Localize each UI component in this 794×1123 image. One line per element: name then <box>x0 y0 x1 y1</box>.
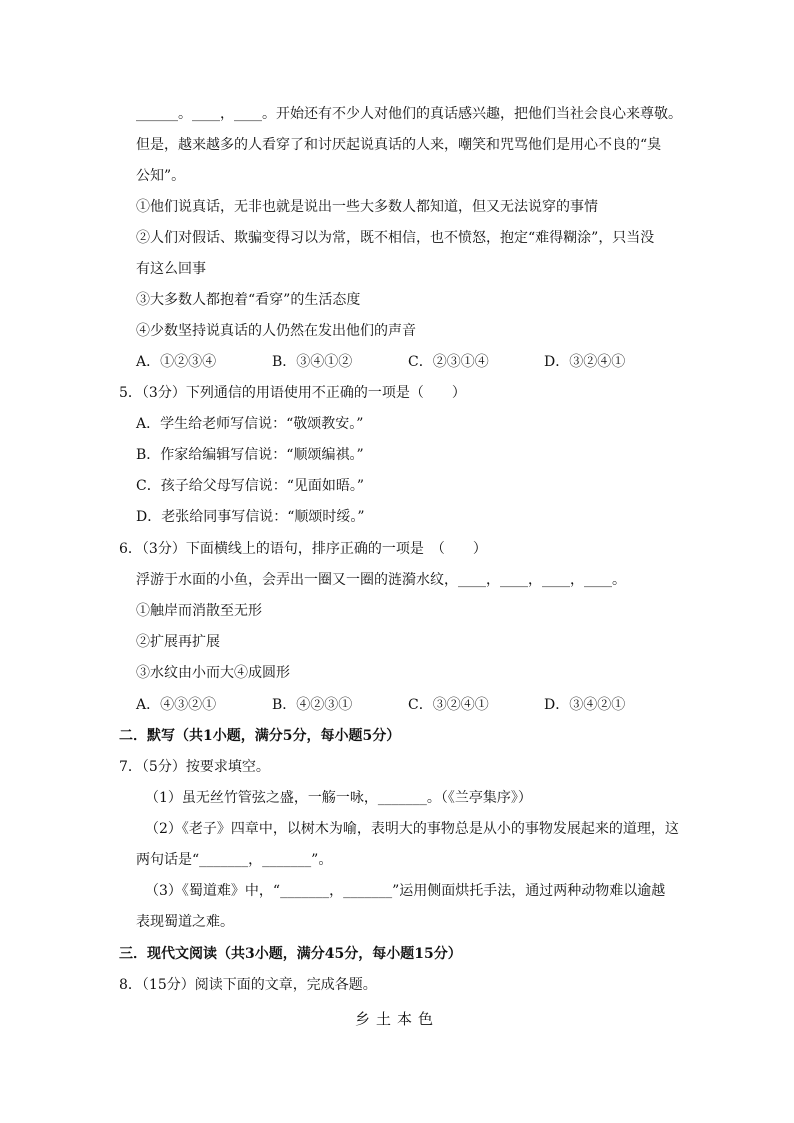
q6-option-b: B．④②③① <box>272 697 353 713</box>
q4-sentence-3: ③大多数人都抱着“看穿”的生活态度 <box>136 292 361 308</box>
q6-sentence-2: ②扩展再扩展 <box>136 634 220 650</box>
q4-sentence-4: ④少数坚持说真话的人仍然在发出他们的声音 <box>136 323 416 339</box>
q7-part-3a: （3）《蜀道难》中，“_______，_______”运用侧面烘托手法，通过两种动物难以逾越 <box>145 883 666 899</box>
section-2-heading: 二．默写（共1小题，满分5分，每小题5分） <box>119 728 401 744</box>
q5-stem: 5．（3分）下列通信的用语使用不正确的一项是（ ） <box>119 385 466 401</box>
q6-sentence-3: ③水纹由小而大④成圆形 <box>136 665 290 681</box>
q6-option-a: A．④③②① <box>136 697 217 713</box>
q5-option-b: B．作家给编辑写信说：“顺颂编祺。” <box>136 447 364 463</box>
q7-part-2b: 两句话是“_______，_______”。 <box>136 852 333 868</box>
q4-option-b: B．③④①② <box>272 354 353 370</box>
q6-sentence-1: ①触岸而消散至无形 <box>136 603 262 619</box>
section-3-heading: 三．现代文阅读（共3小题，满分45分，每小题15分） <box>119 946 462 962</box>
q4-text-line-3: 公知”。 <box>136 168 186 184</box>
q7-stem: 7．（5分）按要求填空。 <box>119 759 270 775</box>
q4-option-c: C．②③①④ <box>408 354 489 370</box>
q5-option-a: A．学生给老师写信说：“敬颂教安。” <box>136 416 364 432</box>
q4-sentence-2a: ②人们对假话、欺骗变得习以为常，既不相信，也不愤怒，抱定“难得糊涂”，只当没 <box>136 230 655 246</box>
q6-option-c: C．③②④① <box>408 697 489 713</box>
q4-sentence-2b: 有这么回事 <box>136 261 206 277</box>
q6-options <box>136 695 696 715</box>
q4-option-a: A．①②③④ <box>136 354 217 370</box>
q4-text-line-1: ______。____，____。开始还有不少人对他们的真话感兴趣，把他们当社会良心来尊敬。 <box>136 106 682 122</box>
q8-stem: 8．（15分）阅读下面的文章，完成各题。 <box>119 977 377 993</box>
q5-option-c: C．孩子给父母写信说：“见面如晤。” <box>136 478 365 494</box>
q7-part-1: （1）虽无丝竹管弦之盛，一觞一咏，_______。（《兰亭集序》） <box>145 790 532 806</box>
q4-option-d: D．③②④① <box>544 354 626 370</box>
q4-sentence-1: ①他们说真话，无非也就是说出一些大多数人都知道，但又无法说穿的事情 <box>136 199 598 215</box>
q4-text-line-2: 但是，越来越多的人看穿了和讨厌起说真话的人来，嘲笑和咒骂他们是用心不良的“臭 <box>136 137 662 153</box>
q6-intro: 浮游于水面的小鱼，会弄出一圈又一圈的涟漪水纹，____，____，____，____。 <box>136 572 626 588</box>
q7-part-3b: 表现蜀道之难。 <box>136 914 234 930</box>
article-title: 乡土本色 <box>354 1010 439 1028</box>
q7-part-2a: （2）《老子》四章中，以树木为喻，表明大的事物总是从小的事物发展起来的道理，这 <box>145 821 679 837</box>
q6-option-d: D．③④②① <box>544 697 626 713</box>
q6-stem: 6．（3分）下面横线上的语句，排序正确的一项是 （ ） <box>119 541 487 557</box>
q5-option-d: D．老张给同事写信说：“顺颂时绥。” <box>136 509 365 525</box>
q4-options <box>136 352 696 372</box>
